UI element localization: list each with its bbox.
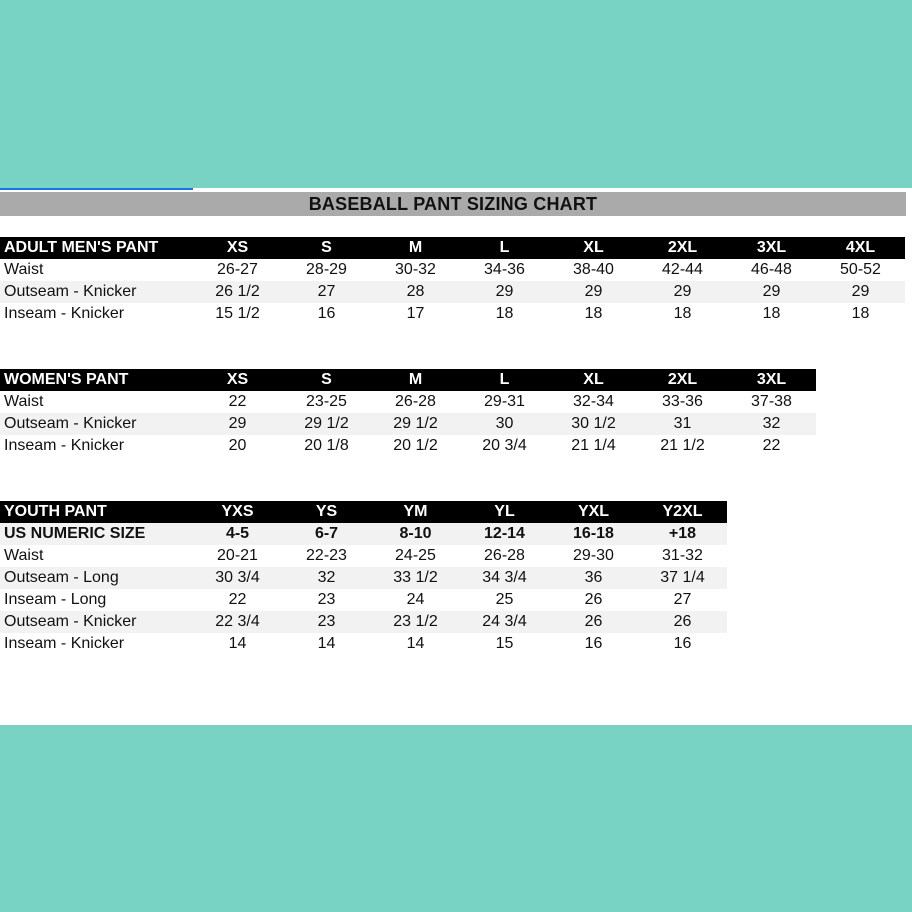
measurement-value-cell: 29 [638, 281, 727, 303]
table-row [0, 259, 905, 281]
measurement-value-cell: 29 [816, 281, 905, 303]
measurement-value-cell: 22 [228, 393, 247, 410]
measurement-value-cell: 26 [638, 611, 727, 633]
measurement-value-cell: 16 [317, 305, 336, 322]
measurement-label-cell: Waist [4, 547, 44, 564]
size-header-cell: L [460, 369, 549, 391]
measurement-label-cell: Outseam - Knicker [0, 281, 193, 303]
measurement-label-cell: Waist [4, 261, 44, 278]
measurement-value-cell: 30 1/2 [549, 413, 638, 435]
measurement-value-cell: 29 [549, 281, 638, 303]
size-header-cell: Y2XL [638, 501, 727, 523]
measurement-value-cell: 14 [228, 635, 247, 652]
measurement-value-cell: 20 1/8 [304, 437, 349, 454]
measurement-value-cell: 15 1/2 [215, 305, 260, 322]
size-header-cell: S [282, 369, 371, 391]
table-title-cell: ADULT MEN'S PANT [0, 237, 193, 259]
measurement-value-cell: 37 1/4 [638, 567, 727, 589]
measurement-value-cell: 15 [495, 635, 514, 652]
measurement-value-cell: 25 [495, 591, 514, 608]
measurement-value-cell: 16-18 [549, 523, 638, 545]
measurement-value-cell: +18 [638, 523, 727, 545]
measurement-value-cell: 30 3/4 [193, 567, 282, 589]
measurement-value-cell: 38-40 [573, 261, 614, 278]
measurement-label-cell: Outseam - Long [0, 567, 193, 589]
table-header-row [0, 369, 816, 391]
measurement-label-cell: Inseam - Knicker [4, 305, 125, 322]
measurement-value-cell: 23 [282, 611, 371, 633]
measurement-value-cell: 6-7 [282, 523, 371, 545]
measurement-value-cell: 31 [638, 413, 727, 435]
measurement-value-cell: 24 [406, 591, 425, 608]
size-header-cell: YS [282, 501, 371, 523]
measurement-value-cell: 50-52 [840, 261, 881, 278]
measurement-value-cell: 12-14 [460, 523, 549, 545]
measurement-value-cell: 23 1/2 [371, 611, 460, 633]
measurement-value-cell: 29-31 [484, 393, 525, 410]
size-header-cell: XS [193, 369, 282, 391]
size-header-cell: 2XL [638, 237, 727, 259]
measurement-value-cell: 30 [460, 413, 549, 435]
measurement-value-cell: 23-25 [306, 393, 347, 410]
measurement-label-cell: Outseam - Knicker [0, 413, 193, 435]
measurement-value-cell: 27 [282, 281, 371, 303]
size-header-cell: XS [193, 237, 282, 259]
measurement-value-cell: 33 1/2 [371, 567, 460, 589]
measurement-value-cell: 24 3/4 [460, 611, 549, 633]
size-header-cell: 2XL [638, 369, 727, 391]
measurement-value-cell: 32 [282, 567, 371, 589]
measurement-value-cell: 28-29 [306, 261, 347, 278]
size-header-cell: YXL [549, 501, 638, 523]
measurement-value-cell: 30-32 [395, 261, 436, 278]
size-header-cell: YM [371, 501, 460, 523]
measurement-label-cell: Inseam - Knicker [4, 437, 125, 454]
table-row [0, 611, 727, 633]
measurement-value-cell: 20 [228, 437, 247, 454]
measurement-value-cell: 32 [727, 413, 816, 435]
measurement-value-cell: 31-32 [662, 547, 703, 564]
measurement-value-cell: 14 [406, 635, 425, 652]
spreadsheet-sheet [0, 188, 912, 725]
womens-pant-table [0, 369, 816, 457]
size-header-cell: L [460, 237, 549, 259]
size-header-cell: 3XL [727, 369, 816, 391]
table-row [0, 391, 816, 413]
cell-selection-indicator [0, 188, 193, 190]
measurement-value-cell: 34 3/4 [460, 567, 549, 589]
measurement-value-cell: 21 1/4 [571, 437, 616, 454]
table-title-cell: WOMEN'S PANT [0, 369, 193, 391]
measurement-value-cell: 29-30 [573, 547, 614, 564]
measurement-value-cell: 22-23 [306, 547, 347, 564]
table-row [0, 303, 905, 325]
table-row [0, 523, 727, 545]
table-header-row [0, 501, 727, 523]
table-row [0, 567, 727, 589]
table-row [0, 281, 905, 303]
measurement-value-cell: 26-27 [217, 261, 258, 278]
size-header-cell: XL [549, 369, 638, 391]
size-header-cell: 3XL [727, 237, 816, 259]
size-header-cell: YXS [193, 501, 282, 523]
measurement-value-cell: 23 [317, 591, 336, 608]
chart-title-bar [0, 192, 906, 216]
measurement-value-cell: 8-10 [371, 523, 460, 545]
size-header-cell: XL [549, 237, 638, 259]
measurement-value-cell: 26-28 [395, 393, 436, 410]
measurement-value-cell: 42-44 [662, 261, 703, 278]
measurement-value-cell: 29 1/2 [282, 413, 371, 435]
measurement-value-cell: 33-36 [662, 393, 703, 410]
measurement-value-cell: 21 1/2 [660, 437, 705, 454]
size-header-cell: S [282, 237, 371, 259]
measurement-value-cell: 22 [228, 591, 247, 608]
measurement-value-cell: 29 1/2 [371, 413, 460, 435]
measurement-value-cell: 26 1/2 [193, 281, 282, 303]
measurement-value-cell: 26 [584, 591, 603, 608]
measurement-value-cell: 34-36 [484, 261, 525, 278]
measurement-value-cell: 22 [762, 437, 781, 454]
adult-mens-pant-table [0, 237, 905, 325]
measurement-value-cell: 18 [495, 305, 514, 322]
table-row [0, 633, 727, 655]
measurement-label-cell: Waist [4, 393, 44, 410]
measurement-label-cell: Outseam - Knicker [0, 611, 193, 633]
youth-pant-table [0, 501, 727, 655]
measurement-value-cell: 29 [193, 413, 282, 435]
table-row [0, 413, 816, 435]
measurement-value-cell: 18 [584, 305, 603, 322]
measurement-value-cell: 26 [549, 611, 638, 633]
table-row [0, 435, 816, 457]
measurement-value-cell: 28 [371, 281, 460, 303]
size-header-cell: 4XL [816, 237, 905, 259]
measurement-value-cell: 14 [317, 635, 336, 652]
measurement-value-cell: 16 [673, 635, 692, 652]
measurement-value-cell: 17 [406, 305, 425, 322]
measurement-label-cell: Inseam - Knicker [4, 635, 125, 652]
size-header-cell: M [371, 369, 460, 391]
measurement-label-cell: Inseam - Long [4, 591, 107, 608]
size-header-cell: M [371, 237, 460, 259]
chart-title: BASEBALL PANT SIZING CHART [308, 193, 598, 214]
measurement-value-cell: 20 1/2 [393, 437, 438, 454]
table-row [0, 545, 727, 567]
measurement-value-cell: 32-34 [573, 393, 614, 410]
measurement-value-cell: 20 3/4 [482, 437, 527, 454]
measurement-value-cell: 26-28 [484, 547, 525, 564]
measurement-value-cell: 18 [673, 305, 692, 322]
measurement-value-cell: 27 [673, 591, 692, 608]
measurement-value-cell: 24-25 [395, 547, 436, 564]
table-header-row [0, 237, 905, 259]
measurement-value-cell: 36 [549, 567, 638, 589]
measurement-value-cell: 18 [762, 305, 781, 322]
measurement-label-cell: US NUMERIC SIZE [0, 523, 193, 545]
measurement-value-cell: 29 [460, 281, 549, 303]
measurement-value-cell: 46-48 [751, 261, 792, 278]
measurement-value-cell: 22 3/4 [193, 611, 282, 633]
table-row [0, 589, 727, 611]
measurement-value-cell: 4-5 [193, 523, 282, 545]
table-title-cell: YOUTH PANT [0, 501, 193, 523]
measurement-value-cell: 29 [727, 281, 816, 303]
measurement-value-cell: 20-21 [217, 547, 258, 564]
size-header-cell: YL [460, 501, 549, 523]
measurement-value-cell: 37-38 [751, 393, 792, 410]
measurement-value-cell: 16 [584, 635, 603, 652]
measurement-value-cell: 18 [851, 305, 870, 322]
